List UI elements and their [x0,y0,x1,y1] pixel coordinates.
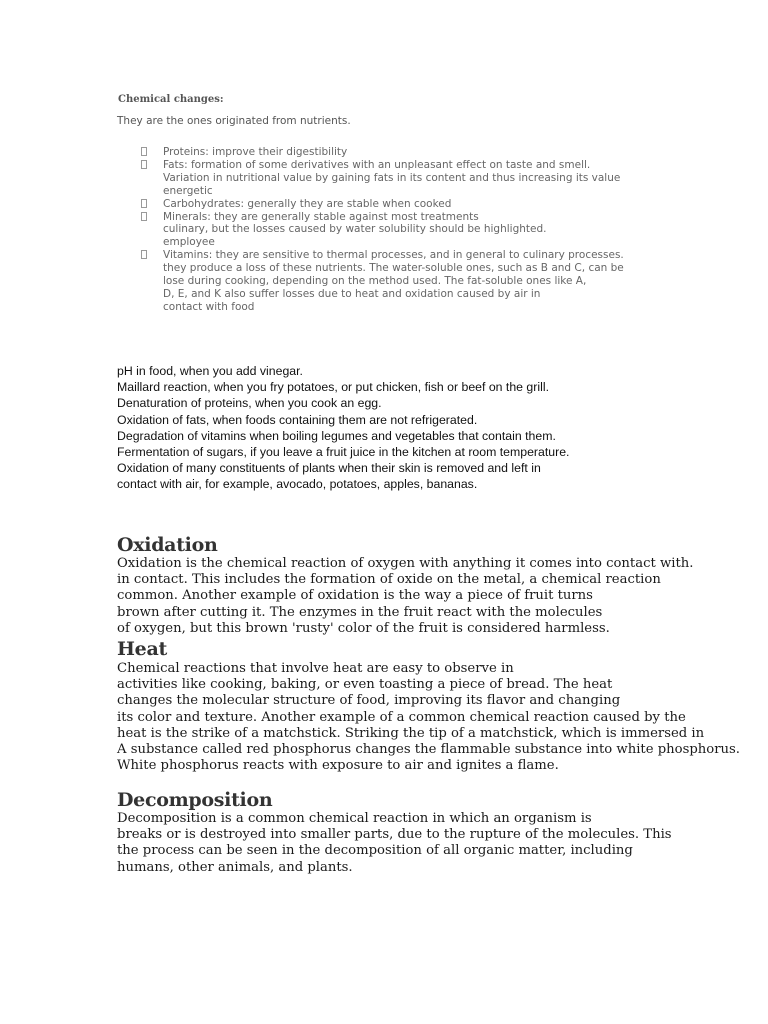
bullet-line: Vitamins: they are sensitive to thermal processes, and in general to culinary processes. [163,249,624,262]
paragraph-line: Chemical reactions that involve heat are easy to observe in [117,661,514,676]
chemical-changes-heading: Chemical changes: [118,94,224,105]
oxidation-heading: Oxidation [117,534,218,556]
decomposition-paragraph [117,811,672,876]
bullet-line: culinary, but the losses caused by water solubility should be highlighted. [163,223,547,236]
chemical-change-examples [117,363,569,493]
intro-text: They are the ones originated from nutrients. [117,115,351,127]
paragraph-line: Oxidation is the chemical reaction of oxygen with anything it comes into contact with. [117,556,694,571]
example-line: Degradation of vitamins when boiling legumes and vegetables that contain them. [117,428,556,443]
bullet-line: Proteins: improve their digestibility [163,146,348,158]
bullet-line: D, E, and K also suffer losses due to heat and oxidation caused by air in [163,287,541,300]
example-line: Fermentation of sugars, if you leave a fruit juice in the kitchen at room temperature. [117,445,570,460]
bullet-box-icon [141,212,147,221]
paragraph-line: common. Another example of oxidation is the way a piece of fruit turns [117,588,593,604]
paragraph-line: the process can be seen in the decomposition of all organic matter, including [117,843,633,859]
paragraph-line: humans, other animals, and plants. [117,859,353,875]
bullet-box-icon [141,199,147,208]
paragraph-line: A substance called red phosphorus changes the flammable substance into white phosphorus. [117,742,740,758]
paragraph-line: in contact. This includes the formation of oxide on the metal, a chemical reaction [117,572,661,588]
bullet-line: energetic [163,184,213,197]
bullet-line: Fats: formation of some derivatives with an unpleasant effect on taste and smell. [163,158,591,171]
paragraph-line: its color and texture. Another example of a common chemical reaction caused by the [117,709,686,725]
paragraph-line: White phosphorus reacts with exposure to air and ignites a flame. [117,758,559,774]
paragraph-line: breaks or is destroyed into smaller parts, due to the rupture of the molecules. This [117,827,672,843]
bullet-box-icon [141,160,147,169]
paragraph-line: of oxygen, but this brown 'rusty' color of the fruit is considered harmless. [117,620,610,636]
bullet-item-fats [141,159,624,198]
decomposition-heading: Decomposition [117,789,273,811]
paragraph-line: Decomposition is a common chemical reaction in which an organism is [117,811,592,826]
example-line: Oxidation of fats, when foods containing them are not refrigerated. [117,412,478,427]
example-line: Denaturation of proteins, when you cook an egg. [117,396,382,411]
bullet-line: they produce a loss of these nutrients. The water-soluble ones, such as B and C, can be [163,262,624,275]
heat-paragraph [117,661,740,774]
bullet-line: Carbohydrates: generally they are stable when cooked [163,197,452,210]
bullet-line: Variation in nutritional value by gaining fats in its content and thus increasing its value [163,171,621,184]
paragraph-line: activities like cooking, baking, or even toasting a piece of bread. The heat [117,677,613,693]
example-line: Maillard reaction, when you fry potatoes, or put chicken, fish or beef on the grill. [117,380,549,395]
bullet-line: Minerals: they are generally stable against most treatments [163,210,479,223]
bullet-line: contact with food [163,300,255,313]
bullet-item-minerals [141,211,624,250]
bullet-line: employee [163,236,215,249]
bullet-item-vitamins [141,249,624,314]
example-line: Oxidation of many constituents of plants when their skin is removed and left in [117,461,541,476]
oxidation-paragraph [117,556,693,637]
bullet-line: lose during cooking, depending on the method used. The fat-soluble ones like A, [163,275,587,288]
example-line: pH in food, when you add vinegar. [117,364,303,378]
bullet-box-icon [141,250,147,259]
nutrient-bullet-list [141,146,624,314]
paragraph-line: changes the molecular structure of food, improving its flavor and changing [117,693,621,709]
example-line: contact with air, for example, avocado, potatoes, apples, bananas. [117,477,478,492]
bullet-item-carbohydrates [141,198,624,211]
heat-heading: Heat [117,638,167,660]
paragraph-line: brown after cutting it. The enzymes in the fruit react with the molecules [117,604,603,620]
bullet-box-icon [141,147,147,156]
bullet-item-proteins [141,146,624,159]
paragraph-line: heat is the strike of a matchstick. Striking the tip of a matchstick, which is immersed in [117,725,705,741]
